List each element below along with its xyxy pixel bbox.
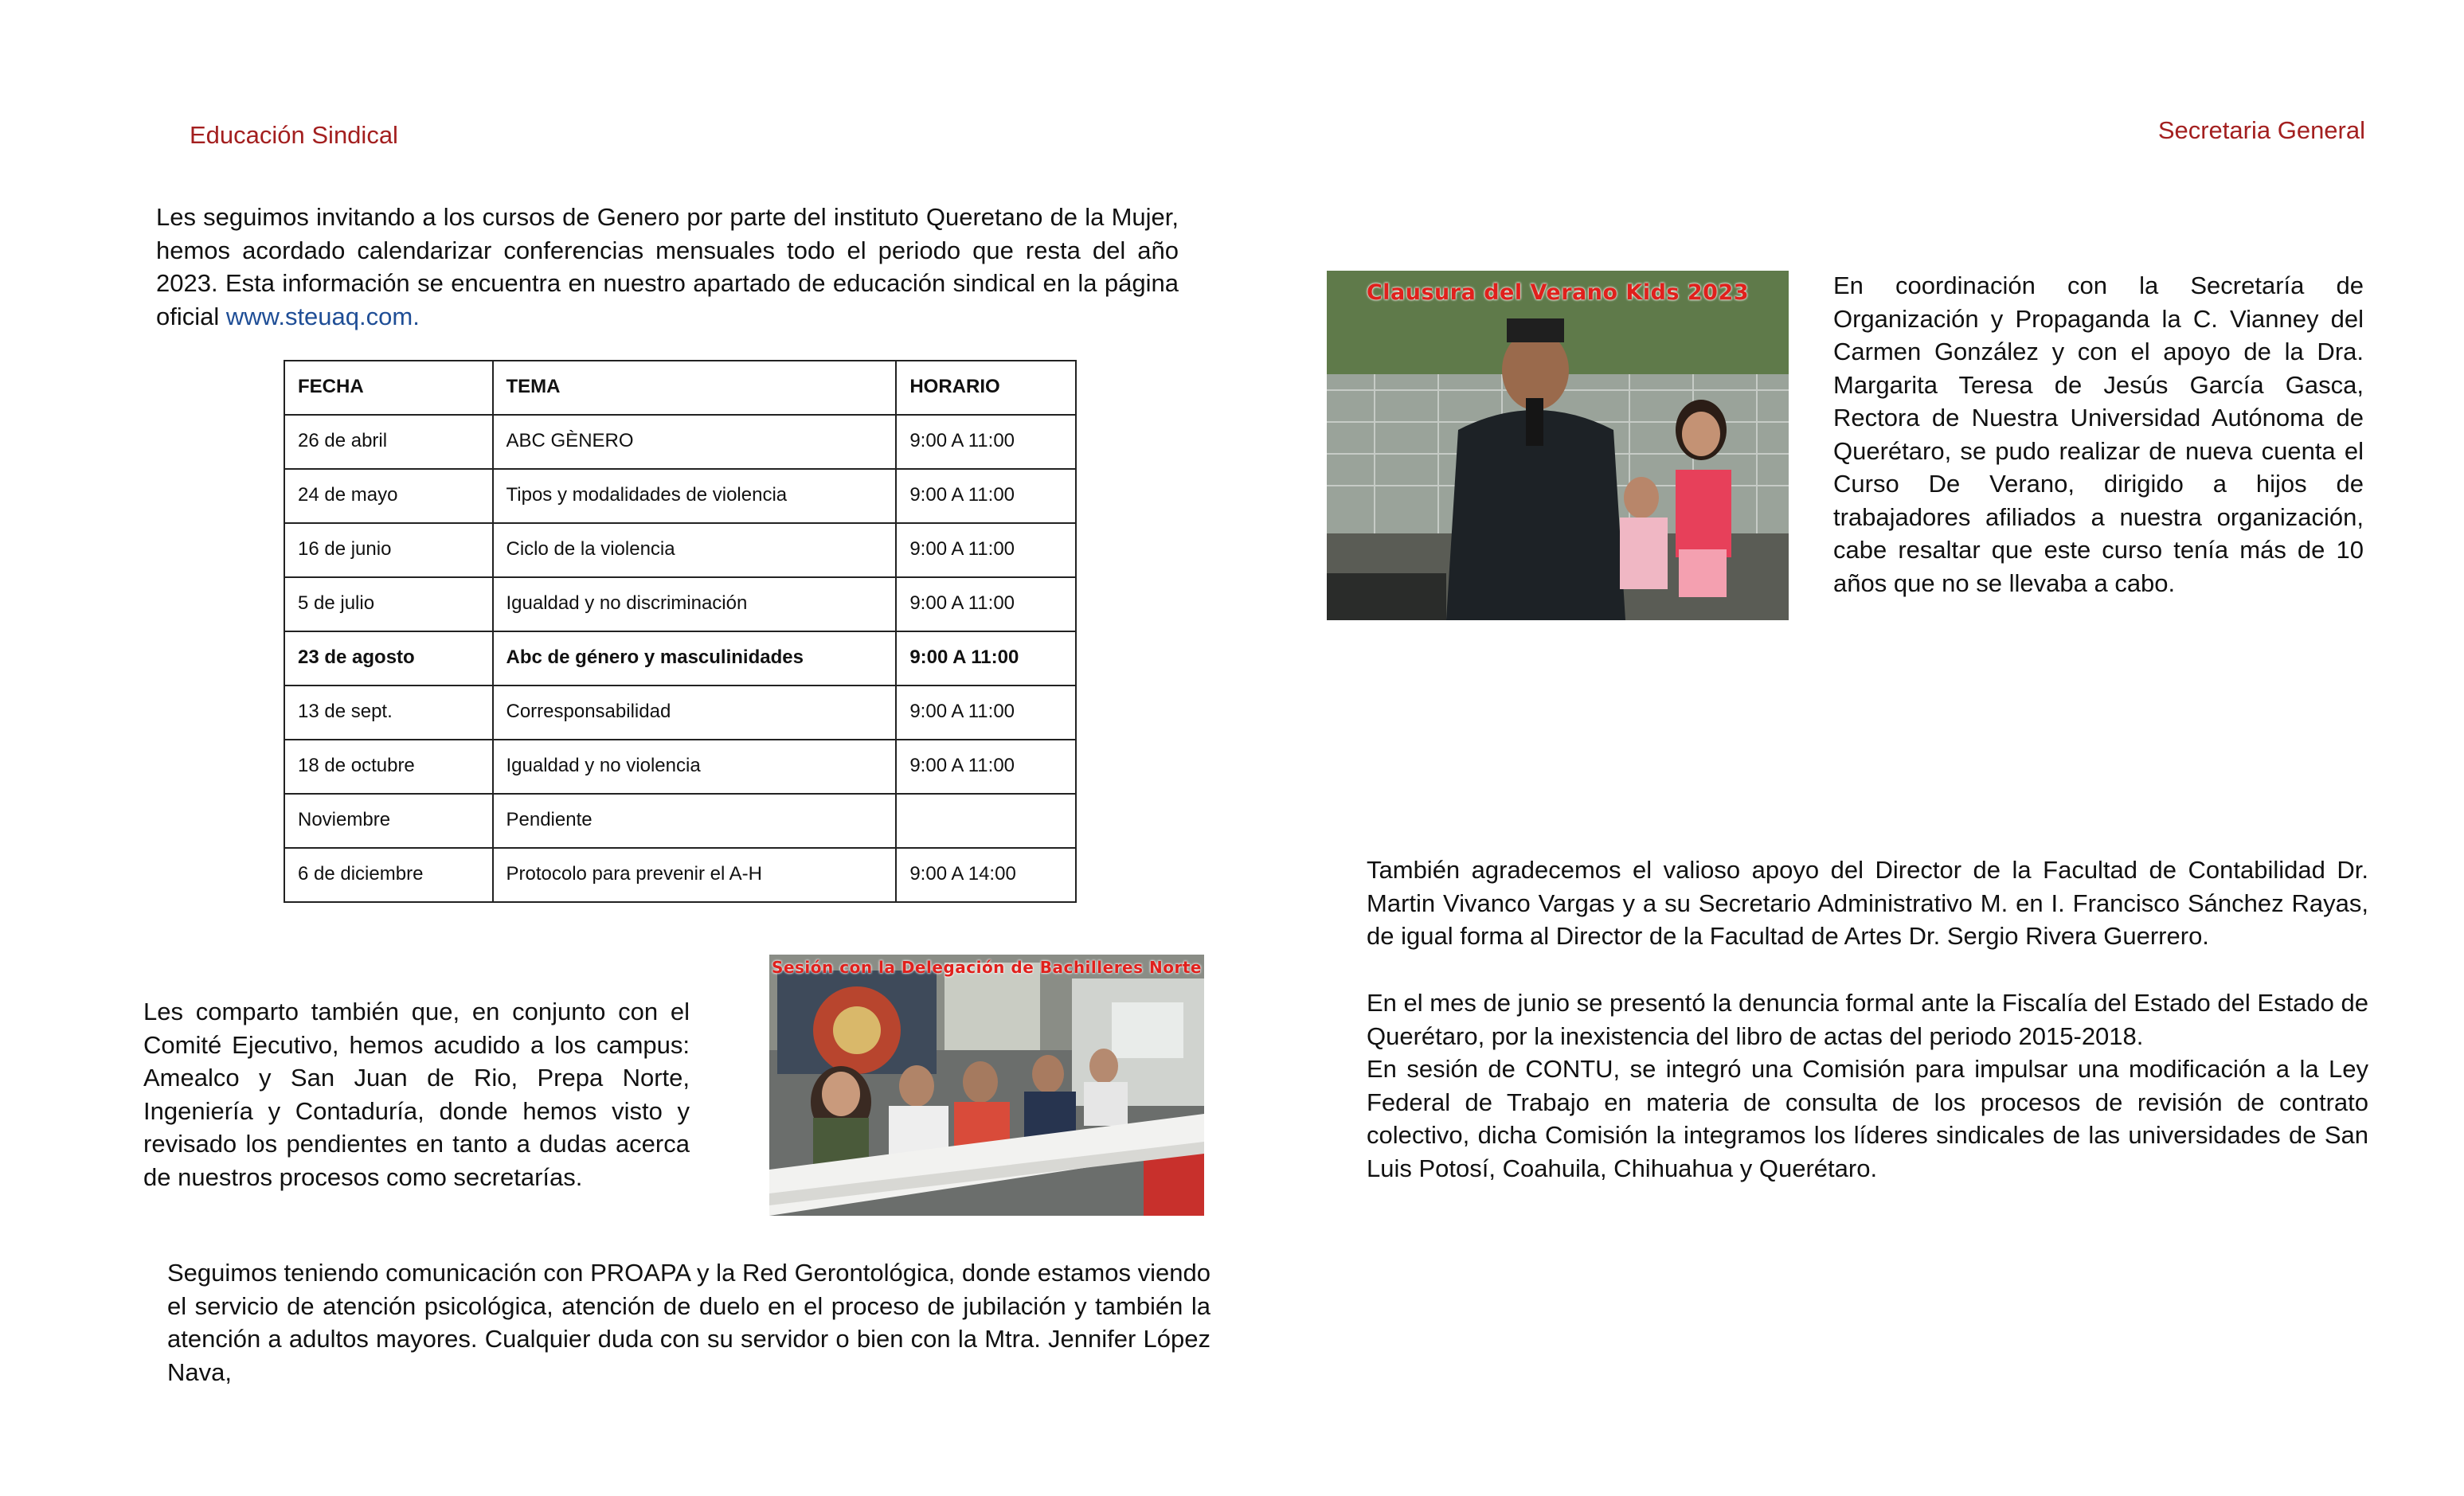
schedule-body [284, 361, 1076, 902]
cell-fecha: Noviembre [284, 794, 493, 848]
cell-fecha: 6 de diciembre [284, 848, 493, 902]
right-page-header: Secretaria General [2157, 116, 2365, 144]
cell-horario: 9:00 A 11:00 [896, 631, 1076, 686]
verano-paragraph: En coordinación con la Secretaría de Organización y Propaganda la C. Vianney del Carmen González y con el apoyo de la Dra. Margarita Teresa de Jesús García Gasca, Rectora de Nuestra Universidad Autónoma de Querétaro, se pudo realizar de nueva cuenta el Curso De Verano, dirigido a hijos de trabajadores afiliados a nuestra organización, cabe resaltar que este curso tenía más de 10 años que no se llevaba a cabo. [1833, 271, 2364, 597]
cell-fecha: 18 de octubre [284, 740, 493, 794]
cell-horario: 9:00 A 11:00 [896, 740, 1076, 794]
verano-kids-photo [1327, 271, 1789, 620]
cell-tema: Tipos y modalidades de violencia [493, 469, 897, 523]
fiscalia-contu-block [1367, 986, 2368, 1185]
meeting-photo-illustration [769, 955, 1204, 1216]
cell-horario: 9:00 A 14:00 [896, 848, 1076, 902]
cell-fecha: 23 de agosto [284, 631, 493, 686]
header-fecha: FECHA [284, 361, 493, 415]
verano-photo-illustration [1327, 271, 1789, 620]
cell-tema: Igualdad y no discriminación [493, 577, 897, 631]
course-schedule-table [284, 360, 1077, 903]
proapa-paragraph: Seguimos teniendo comunicación con PROAPA y la Red Gerontológica, donde estamos viendo el servicio de atención psicológica, atención de duelo en el proceso de jubilación y también la atención a adultos mayores. Cualquier duda con su servidor o bien con la Mtra. Jennifer López Nava, [167, 1259, 1210, 1386]
contu-paragraph: En sesión de CONTU, se integró una Comisión para impulsar una modificación a la Ley Federal de Trabajo en materia de consulta de los procesos de revisión de contrato colectivo, dicha Comisión la integramos los líderes sindicales de las universidades de San Luis Potosí, Coahuila, Chihuahua y Querétaro. [1367, 1055, 2368, 1182]
cell-tema: Protocolo para prevenir el A-H [493, 848, 897, 902]
cell-tema: Corresponsabilidad [493, 686, 897, 740]
table-row [284, 415, 1076, 469]
table-row [284, 577, 1076, 631]
table-header-row [284, 361, 1076, 415]
bachilleres-meeting-photo [769, 955, 1204, 1216]
cell-fecha: 16 de junio [284, 523, 493, 577]
table-row [284, 794, 1076, 848]
cell-tema: Ciclo de la violencia [493, 523, 897, 577]
cell-tema: Pendiente [493, 794, 897, 848]
table-row [284, 740, 1076, 794]
verano-photo-caption: Clausura del Verano Kids 2023 [1366, 280, 1750, 305]
cell-horario: 9:00 A 11:00 [896, 469, 1076, 523]
steuaq-link[interactable]: www.steuaq.com. [225, 302, 420, 330]
campus-paragraph: Les comparto también que, en conjunto con el Comité Ejecutivo, hemos acudido a los campus: Amealco y San Juan de Rio, Prepa Norte, Ingeniería y Contaduría, donde hemos visto y revisado los pendientes en tanto a dudas acerca de nuestros procesos como secretarías. [143, 998, 690, 1191]
agradecimiento-paragraph: También agradecemos el valioso apoyo del Director de la Facultad de Contabilidad Dr. Martin Vivanco Vargas y a su Secretario Administrativo M. en I. Francisco Sánchez Rayas, de igual forma al Director de la Facultad de Artes Dr. Sergio Rivera Guerrero. [1367, 856, 2368, 950]
cell-horario: 9:00 A 11:00 [896, 686, 1076, 740]
table-row [284, 523, 1076, 577]
cell-tema: Igualdad y no violencia [493, 740, 897, 794]
cell-horario [896, 794, 1076, 848]
fiscalia-paragraph: En el mes de junio se presentó la denuncia formal ante la Fiscalía del Estado del Estado de Querétaro, por la inexistencia del libro de actas del periodo 2015-2018. [1367, 989, 2368, 1050]
intro-paragraph [156, 201, 1179, 333]
table-row [284, 848, 1076, 902]
cell-fecha: 13 de sept. [284, 686, 493, 740]
header-horario: HORARIO [896, 361, 1076, 415]
bachilleres-photo-caption: Sesión con la Delegación de Bachilleres Norte [772, 958, 1202, 977]
cell-tema: ABC GÈNERO [493, 415, 897, 469]
cell-fecha: 24 de mayo [284, 469, 493, 523]
table-row [284, 469, 1076, 523]
cell-horario: 9:00 A 11:00 [896, 523, 1076, 577]
table-row [284, 686, 1076, 740]
table-row [284, 631, 1076, 686]
cell-fecha: 26 de abril [284, 415, 493, 469]
cell-fecha: 5 de julio [284, 577, 493, 631]
cell-tema: Abc de género y masculinidades [493, 631, 897, 686]
header-tema: TEMA [493, 361, 897, 415]
left-page-header: Educación Sindical [190, 121, 398, 149]
intro-text: Les seguimos invitando a los cursos de Genero por parte del instituto Queretano de la Mujer, hemos acordado calendarizar conferencias mensuales todo el periodo que resta del año 2023. Esta información se encuentra en nuestro apartado de educación sindical en la página oficial [156, 203, 1179, 330]
cell-horario: 9:00 A 11:00 [896, 577, 1076, 631]
cell-horario: 9:00 A 11:00 [896, 415, 1076, 469]
